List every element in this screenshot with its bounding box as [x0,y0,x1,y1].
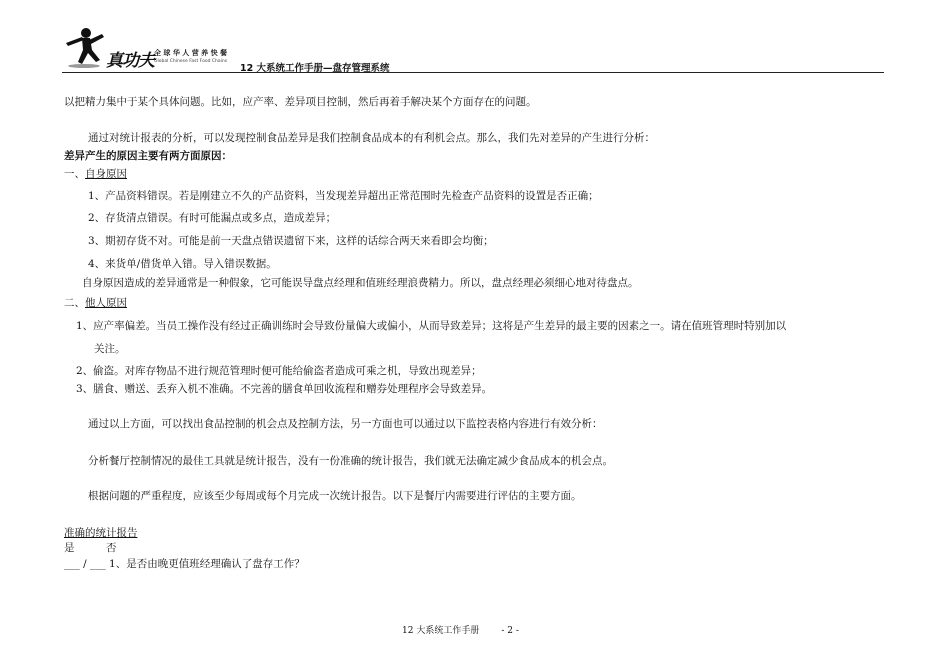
paragraph-2: 通过对统计报表的分析，可以发现控制食品差异是我们控制食品成本的有利机会点。那么，我们先对差异的产生进行分析： [88,132,655,144]
page-number: - 2 - [501,626,519,636]
paragraph-4: 分析餐厅控制情况的最佳工具就是统计报告，没有一份准确的统计报告，我们就无法确定减少食品成本的机会点。 [88,455,613,467]
brand-name: 真功夫 [106,51,154,71]
section-2-item-2: 2、偷盗。对库存物品不进行规范管理时便可能给偷盗者造成可乘之机，导致出现差异； [76,365,482,377]
section-2-item-1: 1、应产率偏差。当员工操作没有经过正确训练时会导致份量偏大或偏小，从而导致差异；这将是产生差异的最主要的因素之一。请在值班管理时特别加以 [76,320,787,332]
paragraph-5: 根据问题的严重程度，应该至少每周或每个月完成一次统计报告。以下是餐厅内需要进行评估的主要方面。 [88,490,582,502]
kungfu-figure-icon [62,26,108,68]
section-2-title: 他人原因 [85,297,127,309]
checklist-col-no: 否 [106,542,117,554]
section-1-item-1: 1、产品资料错误。若是刚建立不久的产品资料，当发现差异超出正常范围时先检查产品资料的设置是否正确； [88,190,599,202]
section-heading: 差异产生的原因主要有两方面原因： [64,150,232,162]
page-footer [402,623,541,636]
brand-tagline: 全 球 华 人 营 养 快 餐 [154,49,228,57]
header-title: 12 大系统工作手册—盘存管理系统 [240,63,390,74]
checklist-col-yes: 是 [64,542,75,554]
header-divider [62,72,884,73]
brand-subtagline: Global Chinese Fast Food Chains [154,59,228,64]
section-1-title: 自身原因 [85,168,127,180]
section-2-item-3: 3、膳食、赠送、丢弃入机不准确。不完善的膳食单回收流程和赠券处理程序会导致差异。 [76,383,493,395]
section-1-item-4: 4、来货单/借货单入错。导入错误数据。 [88,258,277,270]
checklist-title: 准确的统计报告 [64,527,138,539]
brand-logo [62,26,242,72]
section-1-summary: 自身原因造成的差异通常是一种假象，它可能误导盘点经理和值班经理浪费精力。所以，盘点经理必须细心地对待盘点。 [82,277,639,289]
footer-manual-name: 12 大系统工作手册 [402,626,480,636]
checklist-item-1: ___ / ___ 1、是否由晚更值班经理确认了盘存工作？ [64,558,305,570]
section-1-heading [64,168,127,181]
section-1-item-2: 2、存货清点错误。有时可能漏点或多点，造成差异； [88,212,337,224]
section-2-item-1-cont: 关注。 [94,343,126,355]
paragraph-1: 以把精力集中于某个具体问题。比如，应产率、差异项目控制，然后再着手解决某个方面存在的问题。 [64,96,537,108]
paragraph-3: 通过以上方面，可以找出食品控制的机会点及控制方法，另一方面也可以通过以下监控表格内容进行有效分析： [88,418,603,430]
section-1-prefix: 一、 [64,168,85,180]
section-2-prefix: 二、 [64,297,85,309]
section-2-heading [64,297,127,310]
section-1-item-3: 3、期初存货不对。可能是前一天盘点错误遗留下来，这样的话综合两天来看即会均衡； [88,235,494,247]
